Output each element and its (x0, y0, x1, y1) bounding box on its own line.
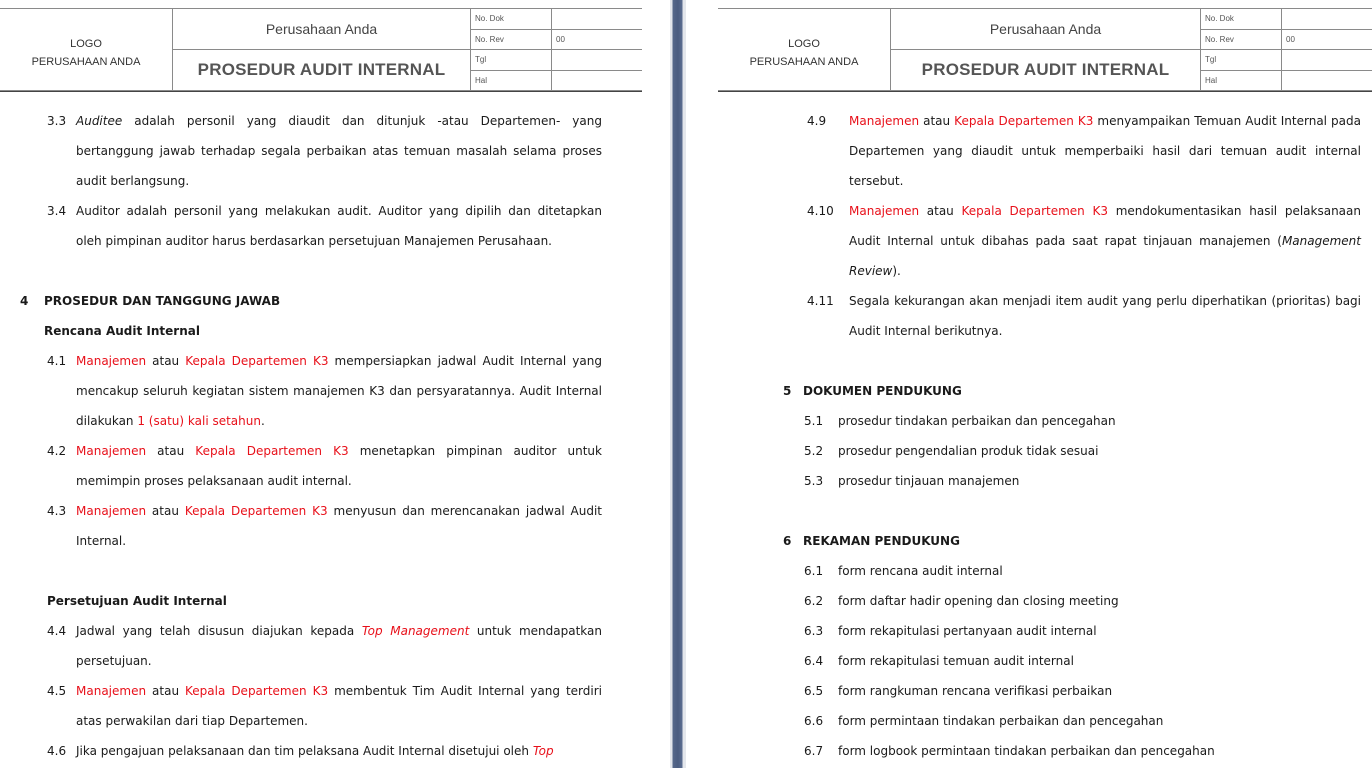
logo-text: LOGO (70, 37, 102, 50)
document-page-right (686, 0, 1372, 768)
item-number: 4.10 (807, 204, 834, 218)
item-text: form rekapitulasi temuan audit internal (838, 654, 1074, 668)
item-text: menyampaikan Temuan Audit Internal pada Departemen yang diaudit untuk memperbaiki hasil dari temuan audit internal tersebut. (849, 114, 1361, 188)
hal-value (552, 70, 643, 91)
item-number: 4.5 (47, 684, 67, 698)
list-item-4-4 (0, 616, 602, 676)
list-item-4-11 (686, 286, 1361, 346)
document-page-left (0, 0, 670, 768)
list-item (686, 676, 1372, 706)
list-item (686, 466, 1372, 496)
highlight-text: Kepala Departemen K3 (961, 204, 1108, 218)
list-item (686, 736, 1372, 766)
company-logo-placeholder (718, 9, 891, 91)
item-text: mempersiapkan jadwal Audit Internal yang mencakup seluruh kegiatan sistem manajemen K3 dan persyaratannya. Audit Internal dilakukan (76, 354, 602, 428)
item-text: Auditor adalah personil yang melakukan audit. Auditor yang dipilih dan ditetapkan oleh pimpinan auditor harus berdasarkan persetujuan Manajemen Perusahaan. (76, 204, 602, 248)
list-item (686, 406, 1372, 436)
no-dok-value (1282, 9, 1372, 30)
subheading-persetujuan: Persetujuan Audit Internal (47, 594, 227, 608)
logo-text: LOGO (788, 37, 820, 50)
item-text: atau (146, 354, 186, 368)
item-text: mendokumentasikan hasil pelaksanaan Audit Internal untuk dibahas pada saat rapat tinjauan manajemen ( (849, 204, 1361, 248)
highlight-text: 1 (satu) kali setahun (137, 414, 261, 428)
item-text: Jadwal yang telah disusun diajukan kepada (76, 624, 362, 638)
list-item (686, 586, 1372, 616)
list-item (686, 556, 1372, 586)
company-logo-placeholder (0, 9, 173, 91)
item-text: membentuk Tim Audit Internal yang terdiri atas perwakilan dari tiap Departemen. (76, 684, 602, 728)
item-text: menyusun dan merencanakan jadwal Audit Internal. (76, 504, 602, 548)
no-rev-value: 00 (552, 29, 643, 50)
item-number: 3.3 (47, 114, 67, 128)
list-item-4-3 (0, 496, 602, 556)
item-text: atau (919, 114, 955, 128)
page-gutter (670, 0, 686, 768)
item-text: prosedur tinjauan manajemen (838, 474, 1020, 488)
item-number: 6.3 (804, 624, 824, 638)
item-number: 5.3 (804, 474, 824, 488)
item-text: form logbook permintaan tindakan perbaikan dan pencegahan (838, 744, 1215, 758)
item-number: 3.4 (47, 204, 67, 218)
no-rev-label: No. Rev (471, 29, 552, 50)
no-rev-label: No. Rev (1201, 29, 1282, 50)
section-title: DOKUMEN PENDUKUNG (803, 384, 962, 398)
list-item-4-10 (686, 196, 1361, 286)
section-heading-4 (0, 286, 670, 316)
list-item-4-1 (0, 346, 602, 436)
hal-label: Hal (471, 70, 552, 91)
logo-company-text: PERUSAHAAN ANDA (31, 55, 141, 68)
item-text: Jika pengajuan pelaksanaan dan tim pelaksana Audit Internal disetujui oleh (76, 744, 533, 758)
term-auditee: Auditee (76, 114, 123, 128)
item-text: form rekapitulasi pertanyaan audit internal (838, 624, 1097, 638)
item-number: 6.7 (804, 744, 824, 758)
highlight-text: Kepala Departemen K3 (195, 444, 349, 458)
hal-value (1282, 70, 1372, 91)
item-number: 4.4 (47, 624, 67, 638)
item-text: atau (146, 444, 196, 458)
item-text: form rencana audit internal (838, 564, 1003, 578)
document-body-right (686, 106, 1372, 766)
list-item (686, 646, 1372, 676)
tgl-value (1282, 50, 1372, 71)
item-number: 6.1 (804, 564, 824, 578)
highlight-text: Kepala Departemen K3 (185, 684, 329, 698)
list-item-4-9 (686, 106, 1361, 196)
item-number: 4.11 (807, 294, 834, 308)
list-item (686, 616, 1372, 646)
no-dok-label: No. Dok (471, 9, 552, 30)
item-number: 4.6 (47, 744, 67, 758)
hal-label: Hal (1201, 70, 1282, 91)
document-header-table (0, 8, 642, 91)
item-number: 4.1 (47, 354, 67, 368)
item-text: Segala kekurangan akan menjadi item audit yang perlu diperhatikan (prioritas) bagi Audit Internal berikutnya. (849, 294, 1361, 338)
item-text: atau (146, 684, 186, 698)
item-text: atau (146, 504, 185, 518)
item-number: 6.5 (804, 684, 824, 698)
highlight-text: Manajemen (76, 504, 147, 518)
item-number: 5.1 (804, 414, 824, 428)
document-title: PROSEDUR AUDIT INTERNAL (891, 50, 1201, 91)
item-text: prosedur tindakan perbaikan dan pencegahan (838, 414, 1116, 428)
highlight-text: Kepala Departemen K3 (954, 114, 1094, 128)
no-dok-value (552, 9, 643, 30)
highlight-text: Kepala Departemen K3 (185, 354, 329, 368)
header-divider (718, 91, 1372, 92)
section-title: PROSEDUR DAN TANGGUNG JAWAB (44, 294, 281, 308)
list-item-4-6 (0, 736, 602, 766)
highlight-text: Top Management (361, 624, 470, 638)
item-text: form daftar hadir opening dan closing meeting (838, 594, 1119, 608)
item-text: adalah personil yang diaudit dan ditunjuk -atau Departemen- yang bertanggung jawab terhadap segala perbaikan atas temuan masalah selama proses audit berlangsung. (76, 114, 602, 188)
section-number: 4 (20, 294, 29, 308)
item-number: 6.4 (804, 654, 824, 668)
company-name: Perusahaan Anda (173, 9, 471, 50)
list-item (686, 436, 1372, 466)
document-body-left (0, 106, 670, 766)
italic-term: Management Review (849, 234, 1361, 278)
highlight-text: Top (532, 744, 554, 758)
document-header-table (718, 8, 1372, 91)
highlight-text: Manajemen (76, 684, 147, 698)
tgl-label: Tgl (1201, 50, 1282, 71)
item-text: . (260, 414, 265, 428)
tgl-value (552, 50, 643, 71)
section-title: REKAMAN PENDUKUNG (803, 534, 960, 548)
item-text: prosedur pengendalian produk tidak sesuai (838, 444, 1099, 458)
highlight-text: Kepala Departemen K3 (184, 504, 328, 518)
list-item-4-5 (0, 676, 602, 736)
highlight-text: Manajemen (849, 114, 920, 128)
subheading-rencana: Rencana Audit Internal (44, 324, 200, 338)
list-item (686, 706, 1372, 736)
no-dok-label: No. Dok (1201, 9, 1282, 30)
item-text: menetapkan pimpinan auditor untuk memimpin proses pelaksanaan audit internal. (76, 444, 602, 488)
highlight-text: Manajemen (76, 444, 147, 458)
item-number: 6.6 (804, 714, 824, 728)
list-item-4-2 (0, 436, 602, 496)
item-number: 5.2 (804, 444, 824, 458)
tgl-label: Tgl (471, 50, 552, 71)
item-number: 6.2 (804, 594, 824, 608)
list-item-3-4 (0, 196, 602, 256)
section-heading-6 (686, 526, 1372, 556)
item-text: form permintaan tindakan perbaikan dan pencegahan (838, 714, 1164, 728)
section-number: 6 (783, 534, 792, 548)
logo-company-text: PERUSAHAAN ANDA (749, 55, 859, 68)
list-item-3-3 (0, 106, 602, 196)
section-number: 5 (783, 384, 792, 398)
no-rev-value: 00 (1282, 29, 1372, 50)
item-text: form rangkuman rencana verifikasi perbaikan (838, 684, 1113, 698)
header-divider (0, 91, 642, 92)
item-number: 4.3 (47, 504, 67, 518)
section-heading-5 (686, 376, 1372, 406)
highlight-text: Manajemen (76, 354, 147, 368)
item-text: untuk mendapatkan persetujuan. (76, 624, 602, 668)
item-text: atau (919, 204, 962, 218)
document-title: PROSEDUR AUDIT INTERNAL (173, 50, 471, 91)
item-text: ). (892, 264, 901, 278)
company-name: Perusahaan Anda (891, 9, 1201, 50)
highlight-text: Manajemen (849, 204, 920, 218)
item-number: 4.2 (47, 444, 67, 458)
item-number: 4.9 (807, 114, 827, 128)
